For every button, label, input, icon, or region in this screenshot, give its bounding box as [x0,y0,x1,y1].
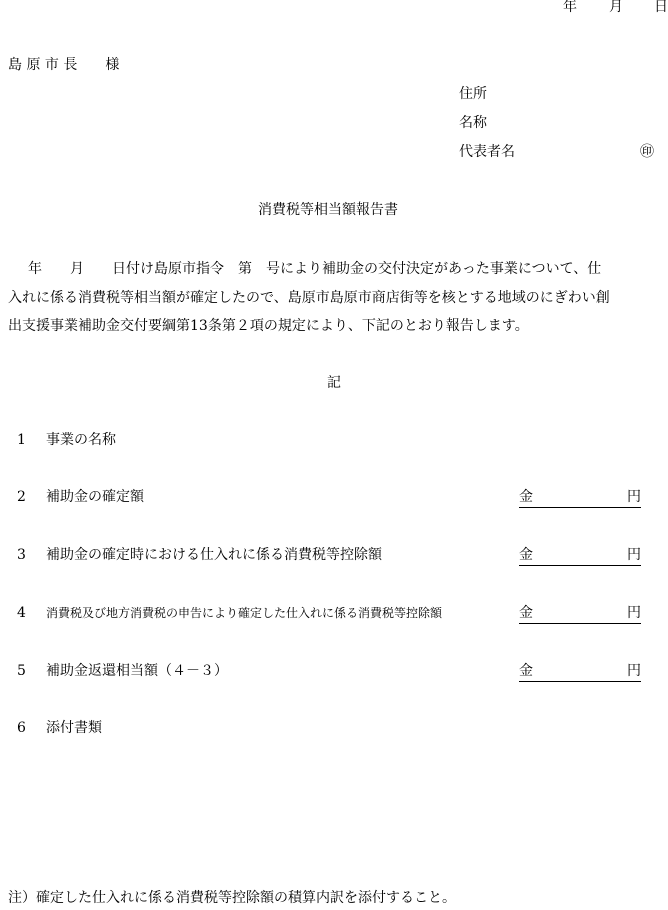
item-number: 4 [17,605,26,621]
item-label: 補助金の確定額 [46,489,144,505]
amount-prefix: 金 [519,663,533,679]
amount-field[interactable] [519,548,641,566]
body-line-3: 出支援事業補助金交付要綱第13条第２項の規定により、下記のとおり報告します。 [8,318,529,334]
item-label: 補助金返還相当額（４－３） [46,663,228,679]
amount-suffix: 円 [627,605,641,621]
amount-field[interactable] [519,490,641,508]
date-month: 月 [609,0,623,15]
item-number: 5 [17,663,26,679]
ki-heading: 記 [327,375,341,391]
address-label: 住所 [459,86,487,102]
date-day: 日 [654,0,668,15]
amount-suffix: 円 [627,547,641,563]
addressee: 島 原 市 長 様 [8,57,120,73]
name-label: 名称 [459,115,487,131]
item-number: 1 [17,432,26,448]
footnote: 注）確定した仕入れに係る消費税等控除額の積算内訳を添付すること。 [8,890,456,906]
item-number: 6 [17,720,26,736]
amount-prefix: 金 [519,605,533,621]
item-number: 3 [17,547,26,563]
item-number: 2 [17,489,26,505]
date-line [0,0,668,16]
item-label: 事業の名称 [46,432,116,448]
amount-prefix: 金 [519,489,533,505]
item-label: 消費税及び地方消費税の申告により確定した仕入れに係る消費税等控除額 [46,606,443,620]
seal-mark: ㊞ [640,144,654,160]
body-line-2: 入れに係る消費税等相当額が確定したので、島原市島原市商店街等を核とする地域のにぎわい創 [8,290,610,306]
date-year: 年 [563,0,577,15]
amount-field[interactable] [519,664,641,682]
body-line-1: 年 月 日付け島原市指令 第 号により補助金の交付決定があった事業について、仕 [14,261,602,277]
item-label: 添付書類 [46,720,102,736]
item-label: 補助金の確定時における仕入れに係る消費税等控除額 [46,547,382,563]
document-title: 消費税等相当額報告書 [258,202,398,218]
representative-label: 代表者名 [459,144,515,160]
amount-prefix: 金 [519,547,533,563]
amount-suffix: 円 [627,663,641,679]
amount-field[interactable] [519,606,641,624]
amount-suffix: 円 [627,489,641,505]
